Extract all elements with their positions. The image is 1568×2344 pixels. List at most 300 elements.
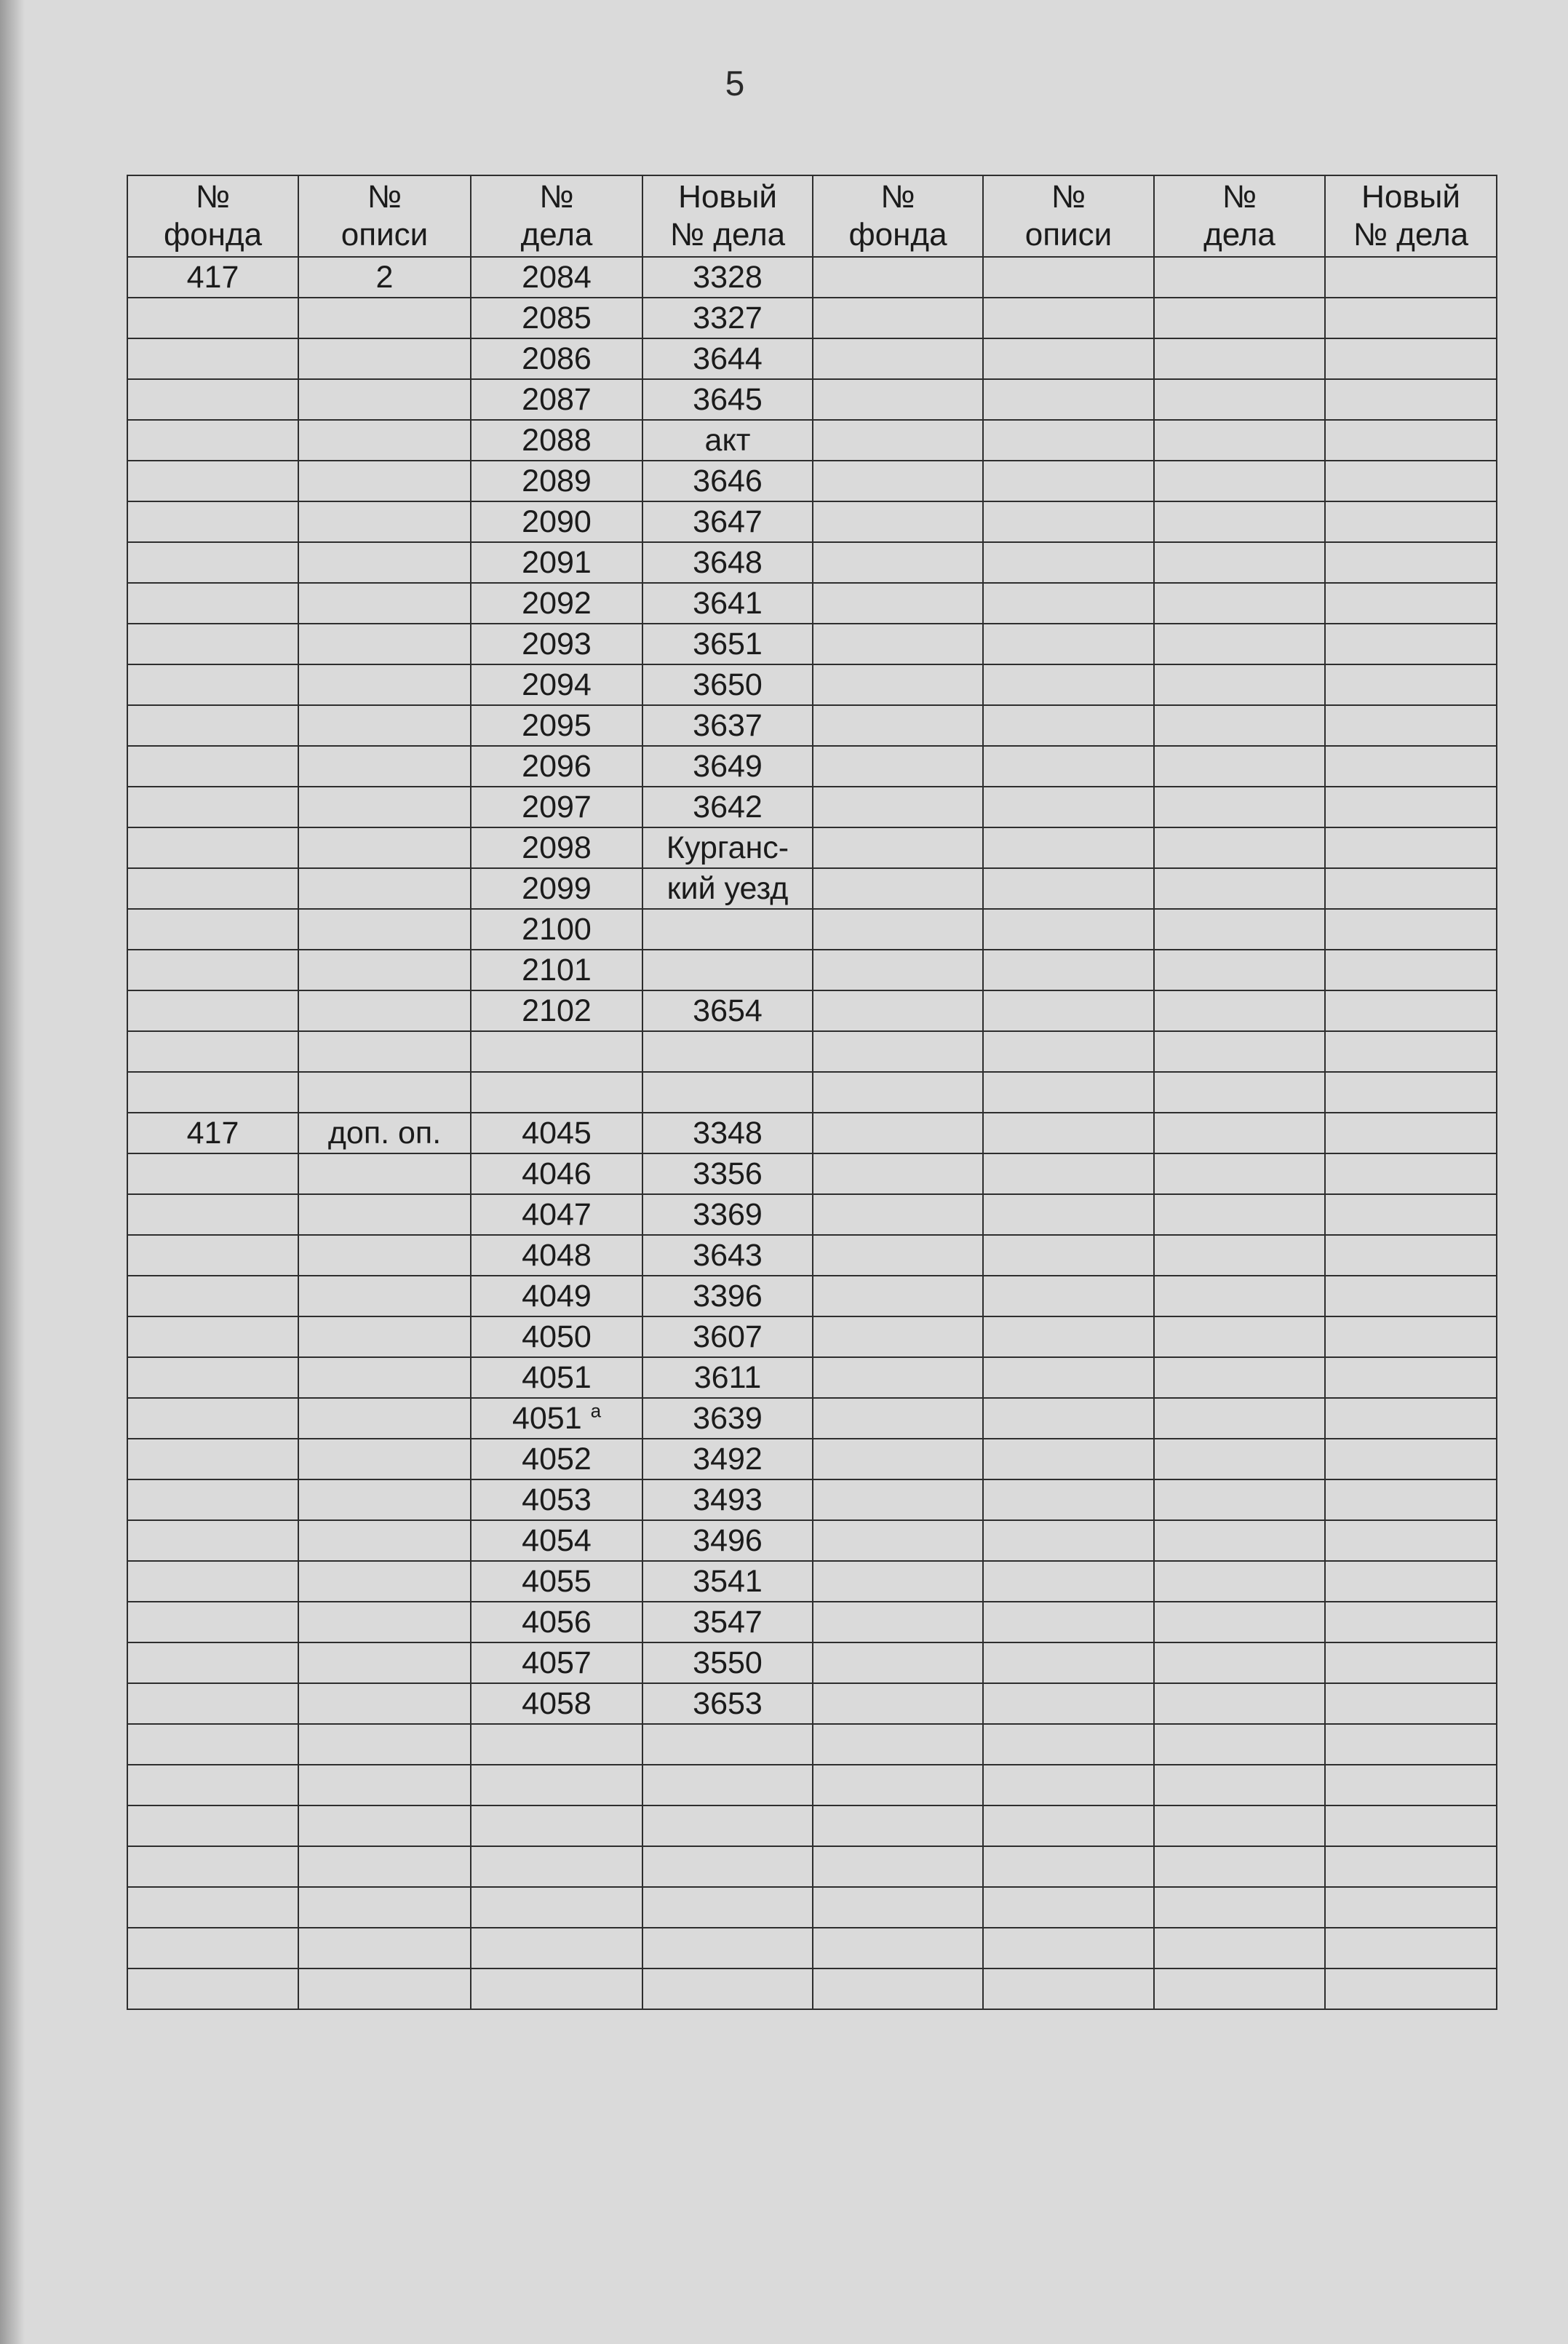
table-row — [127, 501, 1497, 542]
cell-text: 2098 — [522, 830, 592, 865]
cell-text: 4048 — [522, 1238, 592, 1273]
empty-cell — [813, 461, 983, 501]
empty-cell — [983, 1724, 1154, 1765]
cell-text: 4045 — [522, 1116, 592, 1151]
empty-cell — [1154, 664, 1325, 705]
delo-cell — [471, 1602, 642, 1642]
empty-cell — [983, 1968, 1154, 2009]
opis-cell — [298, 379, 471, 420]
cell-text: 2089 — [522, 464, 592, 498]
empty-cell — [1154, 1031, 1325, 1072]
table-row — [127, 1887, 1497, 1928]
delo-cell — [471, 950, 642, 990]
empty-cell — [983, 868, 1154, 909]
empty-cell — [1325, 1113, 1497, 1153]
table-row — [127, 542, 1497, 583]
cell-text: 4056 — [522, 1605, 592, 1640]
empty-cell — [813, 501, 983, 542]
empty-cell — [1154, 1235, 1325, 1276]
empty-cell — [813, 1357, 983, 1398]
empty-cell — [1325, 868, 1497, 909]
empty-cell — [1325, 664, 1497, 705]
delo-cell — [471, 420, 642, 461]
page-number: 5 — [725, 65, 745, 103]
empty-cell — [983, 1153, 1154, 1194]
empty-cell — [983, 583, 1154, 624]
cell-text: 2094 — [522, 667, 592, 702]
new-delo-cell — [642, 1805, 813, 1846]
empty-cell — [1154, 583, 1325, 624]
delo-cell — [471, 1113, 642, 1153]
delo-cell — [471, 624, 642, 664]
new-delo-cell — [642, 1072, 813, 1113]
new-delo-cell — [642, 1846, 813, 1887]
empty-cell — [1325, 827, 1497, 868]
opis-cell — [298, 624, 471, 664]
delo-cell — [471, 1561, 642, 1602]
empty-cell — [1154, 461, 1325, 501]
opis-cell — [298, 1276, 471, 1316]
table-row — [127, 664, 1497, 705]
cell-text: 4055 — [522, 1564, 592, 1599]
delo-cell — [471, 1153, 642, 1194]
fond-cell — [127, 1194, 298, 1235]
empty-cell — [1325, 1683, 1497, 1724]
fond-cell — [127, 1765, 298, 1805]
opis-cell — [298, 1561, 471, 1602]
empty-cell — [1154, 1561, 1325, 1602]
scan-edge-shadow — [0, 0, 25, 2344]
fond-cell — [127, 787, 298, 827]
table-row — [127, 1031, 1497, 1072]
cell-text: 3647 — [693, 504, 763, 539]
empty-cell — [1325, 705, 1497, 746]
delo-cell — [471, 501, 642, 542]
empty-cell — [1154, 1968, 1325, 2009]
delo-cell — [471, 257, 642, 298]
case-letter-suffix: а — [590, 1399, 602, 1422]
delo-cell — [471, 705, 642, 746]
empty-cell — [1325, 1765, 1497, 1805]
delo-cell — [471, 298, 642, 338]
cell-text: 3356 — [693, 1156, 763, 1191]
new-delo-cell — [642, 787, 813, 827]
empty-cell — [1154, 1520, 1325, 1561]
column-header-delo-right — [1154, 175, 1325, 257]
fond-cell — [127, 1928, 298, 1968]
empty-cell — [813, 379, 983, 420]
delo-cell — [471, 1439, 642, 1479]
empty-cell — [1154, 298, 1325, 338]
empty-cell — [1325, 1479, 1497, 1520]
table-row — [127, 1276, 1497, 1316]
table-row — [127, 1520, 1497, 1561]
cell-text: 4051 — [512, 1401, 582, 1436]
cell-text: 2087 — [522, 382, 592, 417]
opis-cell — [298, 990, 471, 1031]
delo-cell — [471, 1968, 642, 2009]
opis-cell — [298, 1113, 471, 1153]
cell-text: доп. оп. — [327, 1116, 442, 1151]
opis-cell — [298, 746, 471, 787]
opis-cell — [298, 1357, 471, 1398]
new-delo-cell — [642, 1765, 813, 1805]
fond-cell — [127, 338, 298, 379]
new-delo-cell — [642, 1561, 813, 1602]
empty-cell — [813, 1887, 983, 1928]
empty-cell — [1154, 868, 1325, 909]
column-header-line: № — [880, 179, 915, 215]
empty-cell — [813, 868, 983, 909]
opis-cell — [298, 1805, 471, 1846]
delo-cell — [471, 1887, 642, 1928]
fond-cell — [127, 461, 298, 501]
fond-cell — [127, 868, 298, 909]
empty-cell — [813, 1194, 983, 1235]
empty-cell — [813, 1072, 983, 1113]
empty-cell — [1325, 1928, 1497, 1968]
delo-cell — [471, 990, 642, 1031]
empty-cell — [813, 787, 983, 827]
cell-text: 2097 — [522, 790, 592, 825]
new-delo-cell — [642, 1928, 813, 1968]
empty-cell — [813, 909, 983, 950]
empty-cell — [1154, 1805, 1325, 1846]
empty-cell — [813, 1439, 983, 1479]
delo-cell — [471, 1357, 642, 1398]
table-row — [127, 1153, 1497, 1194]
empty-cell — [1154, 420, 1325, 461]
new-delo-cell — [642, 583, 813, 624]
empty-cell — [813, 1113, 983, 1153]
new-delo-cell — [642, 298, 813, 338]
cell-text: 3651 — [693, 627, 763, 662]
column-header-line: описи — [1024, 217, 1113, 253]
new-delo-cell — [642, 1276, 813, 1316]
cell-text: 3642 — [693, 790, 763, 825]
column-header-line: Новый — [1361, 179, 1460, 215]
opis-cell — [298, 1520, 471, 1561]
empty-cell — [983, 990, 1154, 1031]
column-header-line: № — [367, 179, 402, 215]
new-delo-cell — [642, 746, 813, 787]
opis-cell — [298, 461, 471, 501]
empty-cell — [983, 379, 1154, 420]
table-row — [127, 257, 1497, 298]
empty-cell — [813, 298, 983, 338]
table-row — [127, 1479, 1497, 1520]
cell-text: 4053 — [522, 1482, 592, 1517]
table-row — [127, 827, 1497, 868]
table-row — [127, 1724, 1497, 1765]
delo-cell — [471, 379, 642, 420]
column-header-line: дела — [1203, 217, 1276, 253]
fond-cell — [127, 379, 298, 420]
empty-cell — [1325, 1316, 1497, 1357]
cell-text: 2102 — [522, 993, 592, 1028]
fond-cell — [127, 1602, 298, 1642]
empty-cell — [813, 1031, 983, 1072]
column-header-line: № — [195, 179, 231, 215]
empty-cell — [813, 746, 983, 787]
empty-cell — [983, 1316, 1154, 1357]
empty-cell — [983, 338, 1154, 379]
column-header-line: № дела — [1353, 217, 1469, 253]
empty-cell — [983, 705, 1154, 746]
fond-cell — [127, 705, 298, 746]
empty-cell — [983, 1398, 1154, 1439]
delo-cell — [471, 1642, 642, 1683]
fond-cell — [127, 990, 298, 1031]
empty-cell — [1154, 1602, 1325, 1642]
empty-cell — [983, 1113, 1154, 1153]
table-row — [127, 746, 1497, 787]
fond-cell — [127, 1887, 298, 1928]
cell-text: 4047 — [522, 1197, 592, 1232]
empty-cell — [983, 950, 1154, 990]
opis-cell — [298, 1968, 471, 2009]
delo-cell — [471, 1194, 642, 1235]
cell-text: 3643 — [693, 1238, 763, 1273]
cell-text: 3639 — [693, 1401, 763, 1436]
empty-cell — [983, 1561, 1154, 1602]
table-row — [127, 1968, 1497, 2009]
empty-cell — [1154, 1887, 1325, 1928]
empty-cell — [813, 420, 983, 461]
new-delo-cell — [642, 1520, 813, 1561]
empty-cell — [1154, 1479, 1325, 1520]
empty-cell — [813, 1561, 983, 1602]
empty-cell — [983, 1439, 1154, 1479]
empty-cell — [1325, 1602, 1497, 1642]
cell-text: 417 — [186, 1116, 239, 1151]
cell-text: 3607 — [693, 1319, 763, 1354]
delo-cell — [471, 868, 642, 909]
fond-cell — [127, 1642, 298, 1683]
opis-cell — [298, 1235, 471, 1276]
cell-text: 2088 — [522, 423, 592, 458]
empty-cell — [983, 1072, 1154, 1113]
table-row — [127, 1316, 1497, 1357]
empty-cell — [1154, 1683, 1325, 1724]
cell-text: 3550 — [693, 1645, 763, 1680]
delo-cell — [471, 1276, 642, 1316]
empty-cell — [1325, 624, 1497, 664]
empty-cell — [983, 257, 1154, 298]
cell-text: 2090 — [522, 504, 592, 539]
empty-cell — [1154, 1072, 1325, 1113]
opis-cell — [298, 705, 471, 746]
column-header-line: фонда — [848, 217, 947, 253]
fond-cell — [127, 746, 298, 787]
cell-text: 2093 — [522, 627, 592, 662]
empty-cell — [1325, 542, 1497, 583]
delo-cell — [471, 909, 642, 950]
cell-text: 2085 — [522, 301, 592, 335]
empty-cell — [813, 1520, 983, 1561]
cell-text: 3541 — [693, 1564, 763, 1599]
fond-cell — [127, 1683, 298, 1724]
fond-cell — [127, 1031, 298, 1072]
empty-cell — [1325, 1276, 1497, 1316]
empty-cell — [1325, 787, 1497, 827]
empty-cell — [1154, 257, 1325, 298]
table-row — [127, 461, 1497, 501]
empty-cell — [983, 298, 1154, 338]
column-header-line: № дела — [669, 217, 786, 253]
opis-cell — [298, 257, 471, 298]
delo-cell — [471, 583, 642, 624]
empty-cell — [813, 990, 983, 1031]
empty-cell — [983, 1683, 1154, 1724]
cell-text: 2084 — [522, 260, 592, 295]
new-delo-cell — [642, 461, 813, 501]
delo-cell — [471, 746, 642, 787]
empty-cell — [1154, 1765, 1325, 1805]
empty-cell — [983, 1846, 1154, 1887]
fond-cell — [127, 1357, 298, 1398]
empty-cell — [983, 1887, 1154, 1928]
new-delo-cell — [642, 1887, 813, 1928]
cell-text: 4054 — [522, 1523, 592, 1558]
cell-text: 3328 — [693, 260, 763, 295]
delo-cell — [471, 1031, 642, 1072]
empty-cell — [983, 827, 1154, 868]
table-row — [127, 1398, 1497, 1439]
cell-text: 2091 — [522, 545, 592, 580]
empty-cell — [813, 1683, 983, 1724]
empty-cell — [1325, 338, 1497, 379]
new-delo-cell — [642, 1602, 813, 1642]
new-delo-cell — [642, 827, 813, 868]
delo-cell — [471, 1765, 642, 1805]
column-header-line: фонда — [163, 217, 263, 253]
table-row — [127, 1805, 1497, 1846]
opis-cell — [298, 1642, 471, 1683]
cell-text: 3369 — [693, 1197, 763, 1232]
table-row — [127, 950, 1497, 990]
new-delo-cell — [642, 664, 813, 705]
cell-text: 3650 — [693, 667, 763, 702]
empty-cell — [813, 1398, 983, 1439]
fond-cell — [127, 1439, 298, 1479]
empty-cell — [983, 664, 1154, 705]
empty-cell — [813, 542, 983, 583]
opis-cell — [298, 1846, 471, 1887]
fond-cell — [127, 1479, 298, 1520]
table-row — [127, 1439, 1497, 1479]
column-header-line: № — [1222, 179, 1257, 215]
fond-cell — [127, 664, 298, 705]
column-header-line: дела — [520, 217, 593, 253]
cell-text: 2100 — [522, 912, 592, 947]
fond-cell — [127, 1805, 298, 1846]
cell-text: 3641 — [693, 586, 763, 621]
delo-cell — [471, 461, 642, 501]
empty-cell — [983, 501, 1154, 542]
empty-cell — [1325, 1561, 1497, 1602]
opis-cell — [298, 338, 471, 379]
empty-cell — [813, 705, 983, 746]
cell-text: 3396 — [693, 1279, 763, 1314]
table-row — [127, 1113, 1497, 1153]
empty-cell — [1325, 379, 1497, 420]
empty-cell — [983, 461, 1154, 501]
empty-cell — [1154, 1357, 1325, 1398]
empty-cell — [1325, 1072, 1497, 1113]
table-row — [127, 379, 1497, 420]
fond-cell — [127, 1398, 298, 1439]
cell-text: 2 — [375, 260, 394, 295]
new-delo-cell — [642, 1642, 813, 1683]
empty-cell — [1325, 1153, 1497, 1194]
table-row — [127, 909, 1497, 950]
empty-cell — [813, 624, 983, 664]
table-row — [127, 298, 1497, 338]
opis-cell — [298, 1031, 471, 1072]
delo-cell — [471, 338, 642, 379]
new-delo-cell — [642, 1479, 813, 1520]
empty-cell — [1325, 1357, 1497, 1398]
table-row — [127, 787, 1497, 827]
empty-cell — [813, 1602, 983, 1642]
empty-cell — [813, 1846, 983, 1887]
column-header-delo — [471, 175, 642, 257]
cell-text: акт — [704, 423, 751, 458]
empty-cell — [1154, 1642, 1325, 1683]
empty-cell — [813, 1642, 983, 1683]
table-row — [127, 338, 1497, 379]
cell-text: кий уезд — [666, 871, 789, 906]
cell-text: 2086 — [522, 341, 592, 376]
opis-cell — [298, 1887, 471, 1928]
empty-cell — [1154, 1276, 1325, 1316]
empty-cell — [1325, 257, 1497, 298]
table-row — [127, 868, 1497, 909]
delo-cell — [471, 1805, 642, 1846]
empty-cell — [1154, 379, 1325, 420]
opis-cell — [298, 420, 471, 461]
fond-cell — [127, 909, 298, 950]
new-delo-cell — [642, 1968, 813, 2009]
empty-cell — [1154, 787, 1325, 827]
empty-cell — [983, 1520, 1154, 1561]
table-row — [127, 1602, 1497, 1642]
empty-cell — [1325, 298, 1497, 338]
table-header — [127, 175, 1497, 257]
empty-cell — [1325, 1031, 1497, 1072]
cell-text: 3327 — [693, 301, 763, 335]
table-row — [127, 1072, 1497, 1113]
delo-cell — [471, 1520, 642, 1561]
delo-cell — [471, 827, 642, 868]
table-row — [127, 1683, 1497, 1724]
table-row — [127, 1642, 1497, 1683]
cell-text: 2101 — [522, 953, 592, 988]
cell-text: 3646 — [693, 464, 763, 498]
cell-text: 3654 — [693, 993, 763, 1028]
column-header-line: № — [539, 179, 574, 215]
new-delo-cell — [642, 705, 813, 746]
new-delo-cell — [642, 990, 813, 1031]
empty-cell — [813, 1765, 983, 1805]
empty-cell — [1325, 1887, 1497, 1928]
delo-cell — [471, 664, 642, 705]
empty-cell — [813, 1479, 983, 1520]
table-row — [127, 705, 1497, 746]
delo-cell — [471, 1928, 642, 1968]
empty-cell — [983, 1235, 1154, 1276]
